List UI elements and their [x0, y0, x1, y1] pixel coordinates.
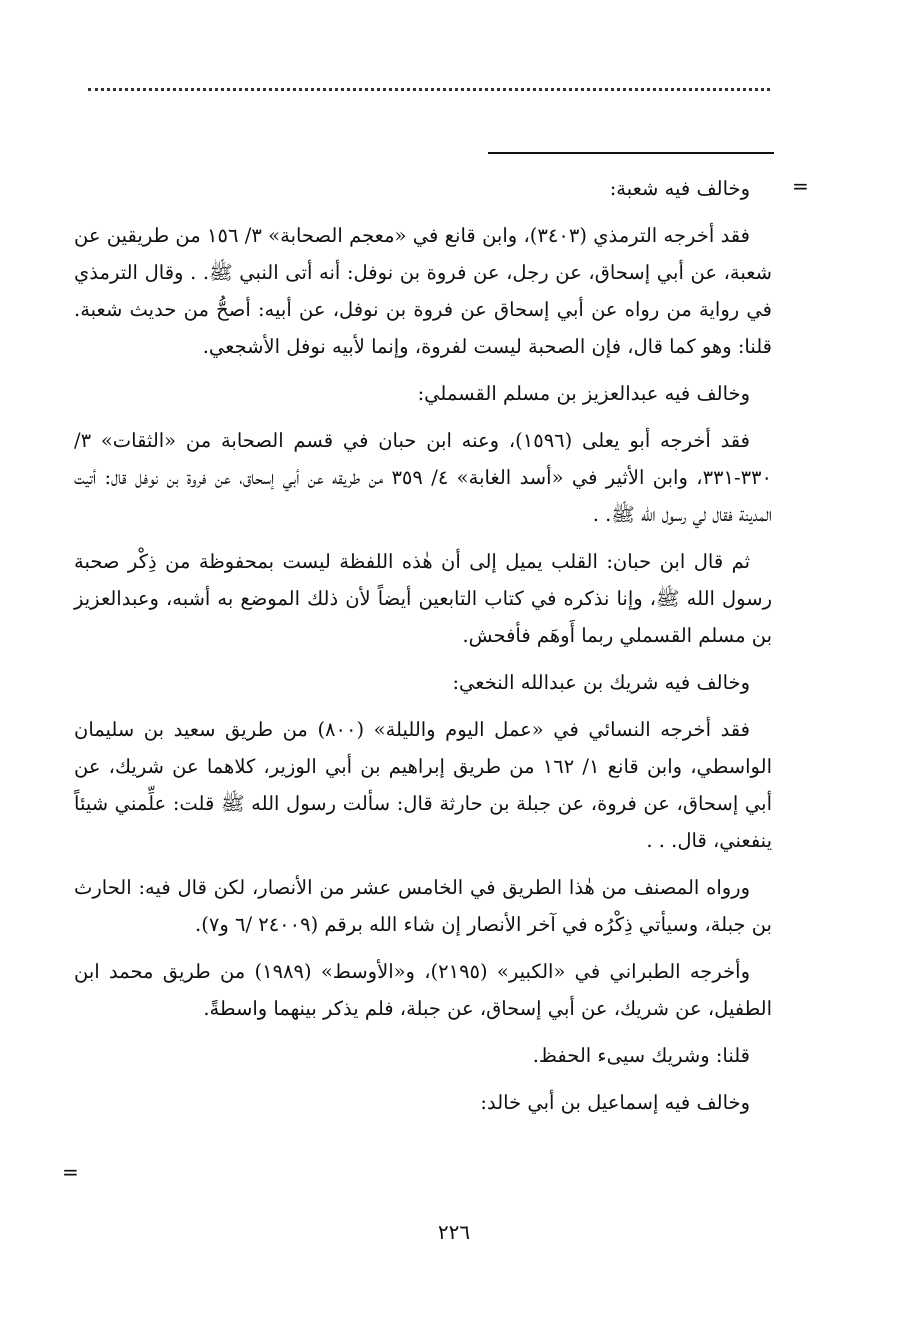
paragraph-abu-yala: فقد أخرجه أبو يعلى (١٥٩٦)، وعنه ابن حبان في قسم الصحابة من «الثقات» ٣/ ٣٣٠-٣٣١، وابن الأثير في «أسد الغابة» ٤/ ٣٥٩ من طريقه عن أبي إسحاق، عن فروة بن نوفل قال: أتيت المدينة فقال لي رسول الله ﷺ. .	[74, 429, 772, 526]
paragraph-ibn-hibban: ثم قال ابن حبان: القلب يميل إلى أن هٰذه اللفظة ليست بمحفوظة من ذِكْر صحبة رسول الله ﷺ، وإنا نذكره في كتاب التابعين أيضاً لأن ذلك الموضع به أشبه، وعبدالعزيز بن مسلم القسملي ربما أَوهَم فأفحش.	[74, 550, 772, 647]
paragraph-sharik-heading: وخالف فيه شريك بن عبدالله النخعي:	[452, 671, 750, 694]
continuation-mark-bottom: =	[62, 1160, 79, 1184]
paragraph-nasai: فقد أخرجه النسائي في «عمل اليوم والليلة» (٨٠٠) من طريق سعيد بن سليمان الواسطي، وابن قانع ١/ ١٦٢ من طريق إبراهيم بن أبي الوزير، كلاهما عن شريك، عن أبي إسحاق، عن فروة، عن جبلة بن حارثة قال: سألت رسول الله ﷺ قلت: علِّمني شيئاً ينفعني، قال. . .	[74, 718, 772, 852]
paragraph-sharik-memory: قلنا: وشريك سيىء الحفظ.	[532, 1044, 750, 1067]
footnote-text	[74, 170, 772, 1131]
page-number: ٢٢٦	[437, 1220, 471, 1244]
dotted-separator	[88, 88, 770, 91]
footnote-rule	[488, 152, 774, 154]
paragraph-tirmidhi: فقد أخرجه الترمذي (٣٤٠٣)، وابن قانع في «معجم الصحابة» ٣/ ١٥٦ من طريقين عن شعبة، عن أبي إسحاق، عن رجل، عن فروة بن نوفل: أنه أتى النبي ﷺ. . وقال الترمذي في رواية من رواه عن أبي إسحاق عن فروة بن نوفل، عن أبيه: أصحُّ من حديث شعبة. قلنا: وهو كما قال، فإن الصحبة ليست لفروة، وإنما لأبيه نوفل الأشجعي.	[74, 224, 772, 358]
paragraph-ismail-heading: وخالف فيه إسماعيل بن أبي خالد:	[480, 1091, 750, 1114]
paragraph-qasmali-heading: وخالف فيه عبدالعزيز بن مسلم القسملي:	[417, 382, 750, 405]
paragraph-musannif: ورواه المصنف من هٰذا الطريق في الخامس عشر من الأنصار، لكن قال فيه: الحارث بن جبلة، وسيأتي ذِكْرُه في آخر الأنصار إن شاء الله برقم (٢٤٠٠٩ /٦ و٧).	[74, 876, 772, 936]
paragraph-tabarani: وأخرجه الطبراني في «الكبير» (٢١٩٥)، و«الأوسط» (١٩٨٩) من طريق محمد ابن الطفيل، عن شريك، عن أبي إسحاق، عن جبلة، فلم يذكر بينهما واسطةً.	[74, 960, 772, 1020]
continuation-mark-top: =	[792, 174, 809, 198]
paragraph-shuba-heading: وخالف فيه شعبة:	[609, 177, 750, 200]
